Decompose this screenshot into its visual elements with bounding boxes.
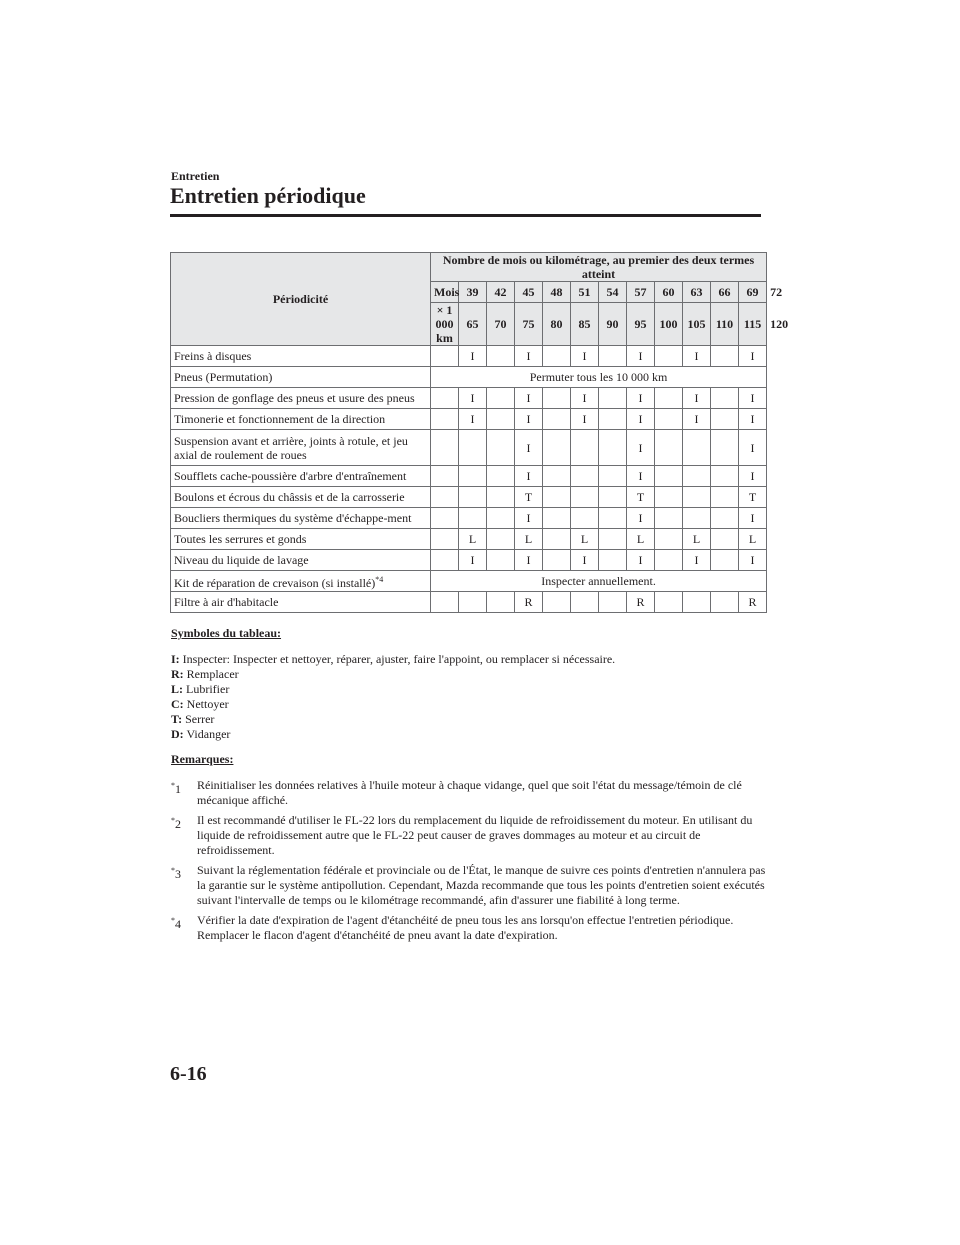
- symbol-text: Vidanger: [186, 727, 231, 741]
- row-interval-text: Inspecter annuellement.: [431, 571, 767, 592]
- interval-cell: [711, 466, 739, 487]
- interval-cell: [487, 487, 515, 508]
- remark-number: [171, 913, 181, 932]
- row-label: [171, 466, 431, 487]
- interval-cell: [431, 508, 459, 529]
- table-row: [171, 346, 767, 367]
- interval-cell: I: [627, 409, 655, 430]
- remark-num: 4: [175, 917, 181, 931]
- interval-cell: I: [571, 388, 599, 409]
- remark-item: [171, 913, 771, 943]
- month-header: 48: [543, 282, 571, 303]
- month-header: 69: [739, 282, 767, 303]
- km-header: 85: [571, 303, 599, 346]
- row-label-text: Niveau du liquide de lavage: [174, 553, 309, 567]
- interval-cell: [599, 487, 627, 508]
- interval-cell: [543, 388, 571, 409]
- remarks-heading: Remarques:: [171, 752, 234, 766]
- interval-cell: I: [459, 409, 487, 430]
- interval-cell: I: [683, 346, 711, 367]
- month-header: 63: [683, 282, 711, 303]
- periodicite-header: Périodicité: [171, 253, 431, 346]
- interval-cell: [571, 430, 599, 466]
- interval-cell: [487, 550, 515, 571]
- interval-cell: [543, 592, 571, 613]
- interval-cell: I: [739, 550, 767, 571]
- row-label-text: Pression de gonflage des pneus et usure des pneus: [174, 391, 415, 405]
- interval-cell: I: [515, 508, 543, 529]
- km-header: 75: [515, 303, 543, 346]
- interval-cell: [543, 409, 571, 430]
- page-title: Entretien périodique: [170, 183, 366, 208]
- interval-cell: [487, 592, 515, 613]
- interval-cell: [487, 409, 515, 430]
- symbol-text: Serrer: [185, 712, 215, 726]
- remark-text: Vérifier la date d'expiration de l'agent d'étanchéité de pneu tous les ans lorsqu'on effectue l'entretien périodique. Remplacer le flacon d'agent d'étanchéité de pneu avant la date d'expiration.: [197, 913, 734, 942]
- interval-cell: T: [515, 487, 543, 508]
- remark-mark: *: [171, 866, 175, 875]
- row-label: [171, 409, 431, 430]
- section-label: Entretien: [171, 169, 220, 183]
- row-label-text: Suspension avant et arrière, joints à rotule, et jeu axial de roulement de roues: [174, 433, 408, 462]
- interval-cell: I: [683, 388, 711, 409]
- symbol-key: I:: [171, 652, 180, 666]
- row-interval-text: Permuter tous les 10 000 km: [431, 367, 767, 388]
- title-rule: [170, 214, 761, 217]
- table-row: [171, 550, 767, 571]
- interval-cell: I: [515, 430, 543, 466]
- interval-cell: I: [459, 550, 487, 571]
- row-label-text: Kit de réparation de crevaison (si installé): [174, 575, 376, 590]
- months-label: Mois: [431, 282, 459, 303]
- interval-cell: [711, 508, 739, 529]
- interval-cell: [431, 409, 459, 430]
- interval-cell: [655, 592, 683, 613]
- interval-cell: L: [571, 529, 599, 550]
- table-row: [171, 487, 767, 508]
- interval-cell: [711, 430, 739, 466]
- interval-cell: I: [571, 409, 599, 430]
- interval-header: Nombre de mois ou kilométrage, au premier des deux termes atteint: [431, 253, 767, 282]
- row-label: [171, 430, 431, 466]
- interval-cell: [431, 466, 459, 487]
- interval-cell: [543, 508, 571, 529]
- remark-number: [171, 863, 181, 882]
- row-label-text: Timonerie et fonctionnement de la direction: [174, 412, 386, 426]
- interval-cell: [459, 592, 487, 613]
- interval-cell: [655, 409, 683, 430]
- interval-cell: [683, 508, 711, 529]
- symbol-item: [171, 712, 771, 727]
- interval-cell: I: [739, 430, 767, 466]
- table-row: [171, 430, 767, 466]
- remark-number: [171, 778, 181, 797]
- km-header: 70: [487, 303, 515, 346]
- interval-cell: [543, 529, 571, 550]
- month-header: 39: [459, 282, 487, 303]
- interval-cell: [543, 487, 571, 508]
- row-label: [171, 388, 431, 409]
- interval-cell: [655, 430, 683, 466]
- km-header: 65: [459, 303, 487, 346]
- symbol-item: [171, 727, 771, 742]
- interval-cell: [571, 487, 599, 508]
- row-label: [171, 346, 431, 367]
- symbol-text: Inspecter: Inspecter et nettoyer, réparer, ajuster, faire l'appoint, ou remplacer si nécessaire.: [182, 652, 616, 666]
- interval-cell: [599, 466, 627, 487]
- km-label: × 1 000 km: [431, 303, 459, 346]
- month-header: 60: [655, 282, 683, 303]
- symbol-item: [171, 697, 771, 712]
- month-header: 45: [515, 282, 543, 303]
- table-row: [171, 592, 767, 613]
- notes-section: [171, 626, 771, 948]
- symbol-item: [171, 667, 771, 682]
- remark-mark: *: [171, 916, 175, 925]
- interval-cell: [487, 346, 515, 367]
- table-row: [171, 529, 767, 550]
- interval-cell: [571, 508, 599, 529]
- remarks-list: [171, 778, 771, 943]
- symbol-key: L:: [171, 682, 183, 696]
- interval-cell: [655, 388, 683, 409]
- interval-cell: [683, 592, 711, 613]
- interval-cell: [487, 430, 515, 466]
- table-row: [171, 466, 767, 487]
- interval-cell: [459, 466, 487, 487]
- interval-cell: I: [627, 550, 655, 571]
- interval-cell: [711, 487, 739, 508]
- interval-cell: R: [739, 592, 767, 613]
- interval-cell: L: [515, 529, 543, 550]
- interval-cell: [459, 487, 487, 508]
- remark-item: [171, 863, 771, 908]
- interval-cell: I: [571, 346, 599, 367]
- interval-cell: [655, 550, 683, 571]
- maintenance-schedule-table: Périodicité Nombre de mois ou kilométrage, au premier des deux termes atteint Mois 39 42 45 48 51 54 57 60 63 66 69 72 × 1 000 km 65 70 75 80 85 90 95 100 105 110 115 120 Freins à disques I I I I I I Pneus (Permutation) Permuter tous les 10 000 km Pression de gonflage des pneus et usure des pneus I I I I I I Timonerie et fonctionnement de la direction I I I I I I Suspension avant et arrière, joints à rotule, et jeu axial de roulement de roues I I I Soufflets cache-poussière d'arbre d'entraînement I I I Boulons et écrous du châssis et de la carrosserie T T T Boucliers thermiques du système d'échappe-ment I I I Toutes les serrures et gonds L L L L L L Niveau du liquide de lavage I I I I I I Kit de réparation de crevaison (si installé)$^{*4}$ Inspecter annuellement. Filtre à air d'habitacle R R R: [170, 252, 767, 613]
- km-header: 110: [711, 303, 739, 346]
- km-header: 100: [655, 303, 683, 346]
- interval-cell: [711, 409, 739, 430]
- interval-cell: [655, 487, 683, 508]
- footnote-mark: *4: [375, 574, 384, 584]
- interval-cell: L: [683, 529, 711, 550]
- remark-num: 3: [175, 867, 181, 881]
- row-label-text: Boucliers thermiques du système d'échappe-ment: [174, 511, 412, 525]
- interval-cell: L: [627, 529, 655, 550]
- remark-num: 2: [175, 817, 181, 831]
- month-header: 54: [599, 282, 627, 303]
- interval-cell: I: [739, 346, 767, 367]
- symbols-list: [171, 652, 771, 742]
- remark-mark: *: [171, 816, 175, 825]
- interval-cell: I: [515, 409, 543, 430]
- symbol-item: [171, 682, 771, 697]
- interval-cell: [487, 508, 515, 529]
- interval-cell: R: [515, 592, 543, 613]
- interval-cell: L: [739, 529, 767, 550]
- interval-cell: [459, 430, 487, 466]
- interval-cell: [431, 346, 459, 367]
- interval-cell: I: [739, 508, 767, 529]
- interval-cell: [655, 529, 683, 550]
- interval-cell: [487, 529, 515, 550]
- symbol-text: Lubrifier: [186, 682, 230, 696]
- interval-cell: I: [739, 466, 767, 487]
- interval-cell: [431, 592, 459, 613]
- row-label-text: Soufflets cache-poussière d'arbre d'entraînement: [174, 469, 407, 483]
- remark-number: [171, 813, 181, 832]
- km-header: 80: [543, 303, 571, 346]
- interval-cell: I: [515, 466, 543, 487]
- interval-cell: [543, 346, 571, 367]
- row-label: [171, 592, 431, 613]
- interval-cell: I: [459, 388, 487, 409]
- interval-cell: [711, 388, 739, 409]
- symbol-key: D:: [171, 727, 184, 741]
- interval-cell: [571, 466, 599, 487]
- symbol-text: Nettoyer: [186, 697, 229, 711]
- interval-cell: [599, 409, 627, 430]
- table-row: [171, 409, 767, 430]
- interval-cell: [683, 430, 711, 466]
- row-label-text: Boulons et écrous du châssis et de la carrosserie: [174, 490, 405, 504]
- interval-cell: [683, 487, 711, 508]
- interval-cell: [655, 466, 683, 487]
- km-header: 90: [599, 303, 627, 346]
- table-row: [171, 508, 767, 529]
- interval-cell: [571, 592, 599, 613]
- remark-item: [171, 778, 771, 808]
- row-label: [171, 367, 431, 388]
- interval-cell: I: [515, 550, 543, 571]
- interval-cell: [431, 550, 459, 571]
- remark-text: Réinitialiser les données relatives à l'huile moteur à chaque vidange, quel que soit l'état du message/témoin de clé mécanique affiché.: [197, 778, 742, 807]
- remark-text: Suivant la réglementation fédérale et provinciale ou de l'État, le manque de suivre ces points d'entretien n'annulera pas la garantie sur le système antipollution. Cependant, Mazda recommande que tous les points d'entretien soient exécutés suivant l'intervalle de temps ou le kilométrage recommandé, afin d'assurer une fiabilité à long terme.: [197, 863, 766, 907]
- table-row: [171, 367, 767, 388]
- interval-cell: [711, 529, 739, 550]
- interval-cell: [599, 592, 627, 613]
- interval-cell: [543, 550, 571, 571]
- interval-cell: [599, 550, 627, 571]
- row-label: [171, 571, 431, 592]
- row-label: [171, 508, 431, 529]
- interval-cell: I: [627, 346, 655, 367]
- row-label-text: Freins à disques: [174, 349, 252, 363]
- symbol-text: Remplacer: [186, 667, 239, 681]
- symbols-heading: Symboles du tableau:: [171, 626, 282, 640]
- interval-cell: [711, 346, 739, 367]
- page-number: 6-16: [170, 1063, 207, 1085]
- interval-cell: [599, 388, 627, 409]
- interval-cell: [487, 388, 515, 409]
- km-header: 105: [683, 303, 711, 346]
- interval-cell: I: [627, 466, 655, 487]
- interval-cell: I: [627, 430, 655, 466]
- interval-cell: I: [627, 388, 655, 409]
- interval-cell: [543, 430, 571, 466]
- interval-cell: [655, 508, 683, 529]
- interval-cell: I: [515, 346, 543, 367]
- interval-cell: [459, 508, 487, 529]
- row-label: [171, 487, 431, 508]
- symbol-item: [171, 652, 771, 667]
- remark-mark: *: [171, 781, 175, 790]
- month-header: 51: [571, 282, 599, 303]
- month-header: 66: [711, 282, 739, 303]
- km-header: 115: [739, 303, 767, 346]
- month-header: 42: [487, 282, 515, 303]
- interval-cell: I: [571, 550, 599, 571]
- symbol-key: C:: [171, 697, 184, 711]
- table-row: [171, 388, 767, 409]
- interval-cell: [711, 592, 739, 613]
- interval-cell: [431, 388, 459, 409]
- symbol-key: R:: [171, 667, 184, 681]
- symbol-key: T:: [171, 712, 183, 726]
- interval-cell: T: [739, 487, 767, 508]
- interval-cell: [599, 430, 627, 466]
- interval-cell: I: [459, 346, 487, 367]
- interval-cell: I: [627, 508, 655, 529]
- interval-cell: T: [627, 487, 655, 508]
- interval-cell: I: [683, 409, 711, 430]
- remark-num: 1: [175, 782, 181, 796]
- interval-cell: [431, 487, 459, 508]
- row-label-text: Pneus (Permutation): [174, 370, 273, 384]
- remark-item: [171, 813, 771, 858]
- interval-cell: I: [683, 550, 711, 571]
- interval-cell: [683, 466, 711, 487]
- interval-cell: [599, 346, 627, 367]
- interval-cell: I: [739, 388, 767, 409]
- interval-cell: [599, 508, 627, 529]
- row-label-text: Filtre à air d'habitacle: [174, 595, 279, 609]
- interval-cell: [599, 529, 627, 550]
- interval-cell: [543, 466, 571, 487]
- interval-cell: [711, 550, 739, 571]
- row-label: [171, 550, 431, 571]
- row-label: [171, 529, 431, 550]
- interval-cell: [487, 466, 515, 487]
- remark-text: Il est recommandé d'utiliser le FL-22 lors du remplacement du liquide de refroidissement du moteur. En utilisant du liquide de refroidissement autre que le FL-22 peut causer de graves dommages au moteur et au circuit de refroidissement.: [197, 813, 753, 857]
- interval-cell: [431, 529, 459, 550]
- interval-cell: I: [739, 409, 767, 430]
- interval-cell: [655, 346, 683, 367]
- table-row: [171, 571, 767, 592]
- row-label-text: Toutes les serrures et gonds: [174, 532, 307, 546]
- interval-cell: [431, 430, 459, 466]
- interval-cell: L: [459, 529, 487, 550]
- km-header: 95: [627, 303, 655, 346]
- interval-cell: I: [515, 388, 543, 409]
- month-header: 57: [627, 282, 655, 303]
- interval-cell: R: [627, 592, 655, 613]
